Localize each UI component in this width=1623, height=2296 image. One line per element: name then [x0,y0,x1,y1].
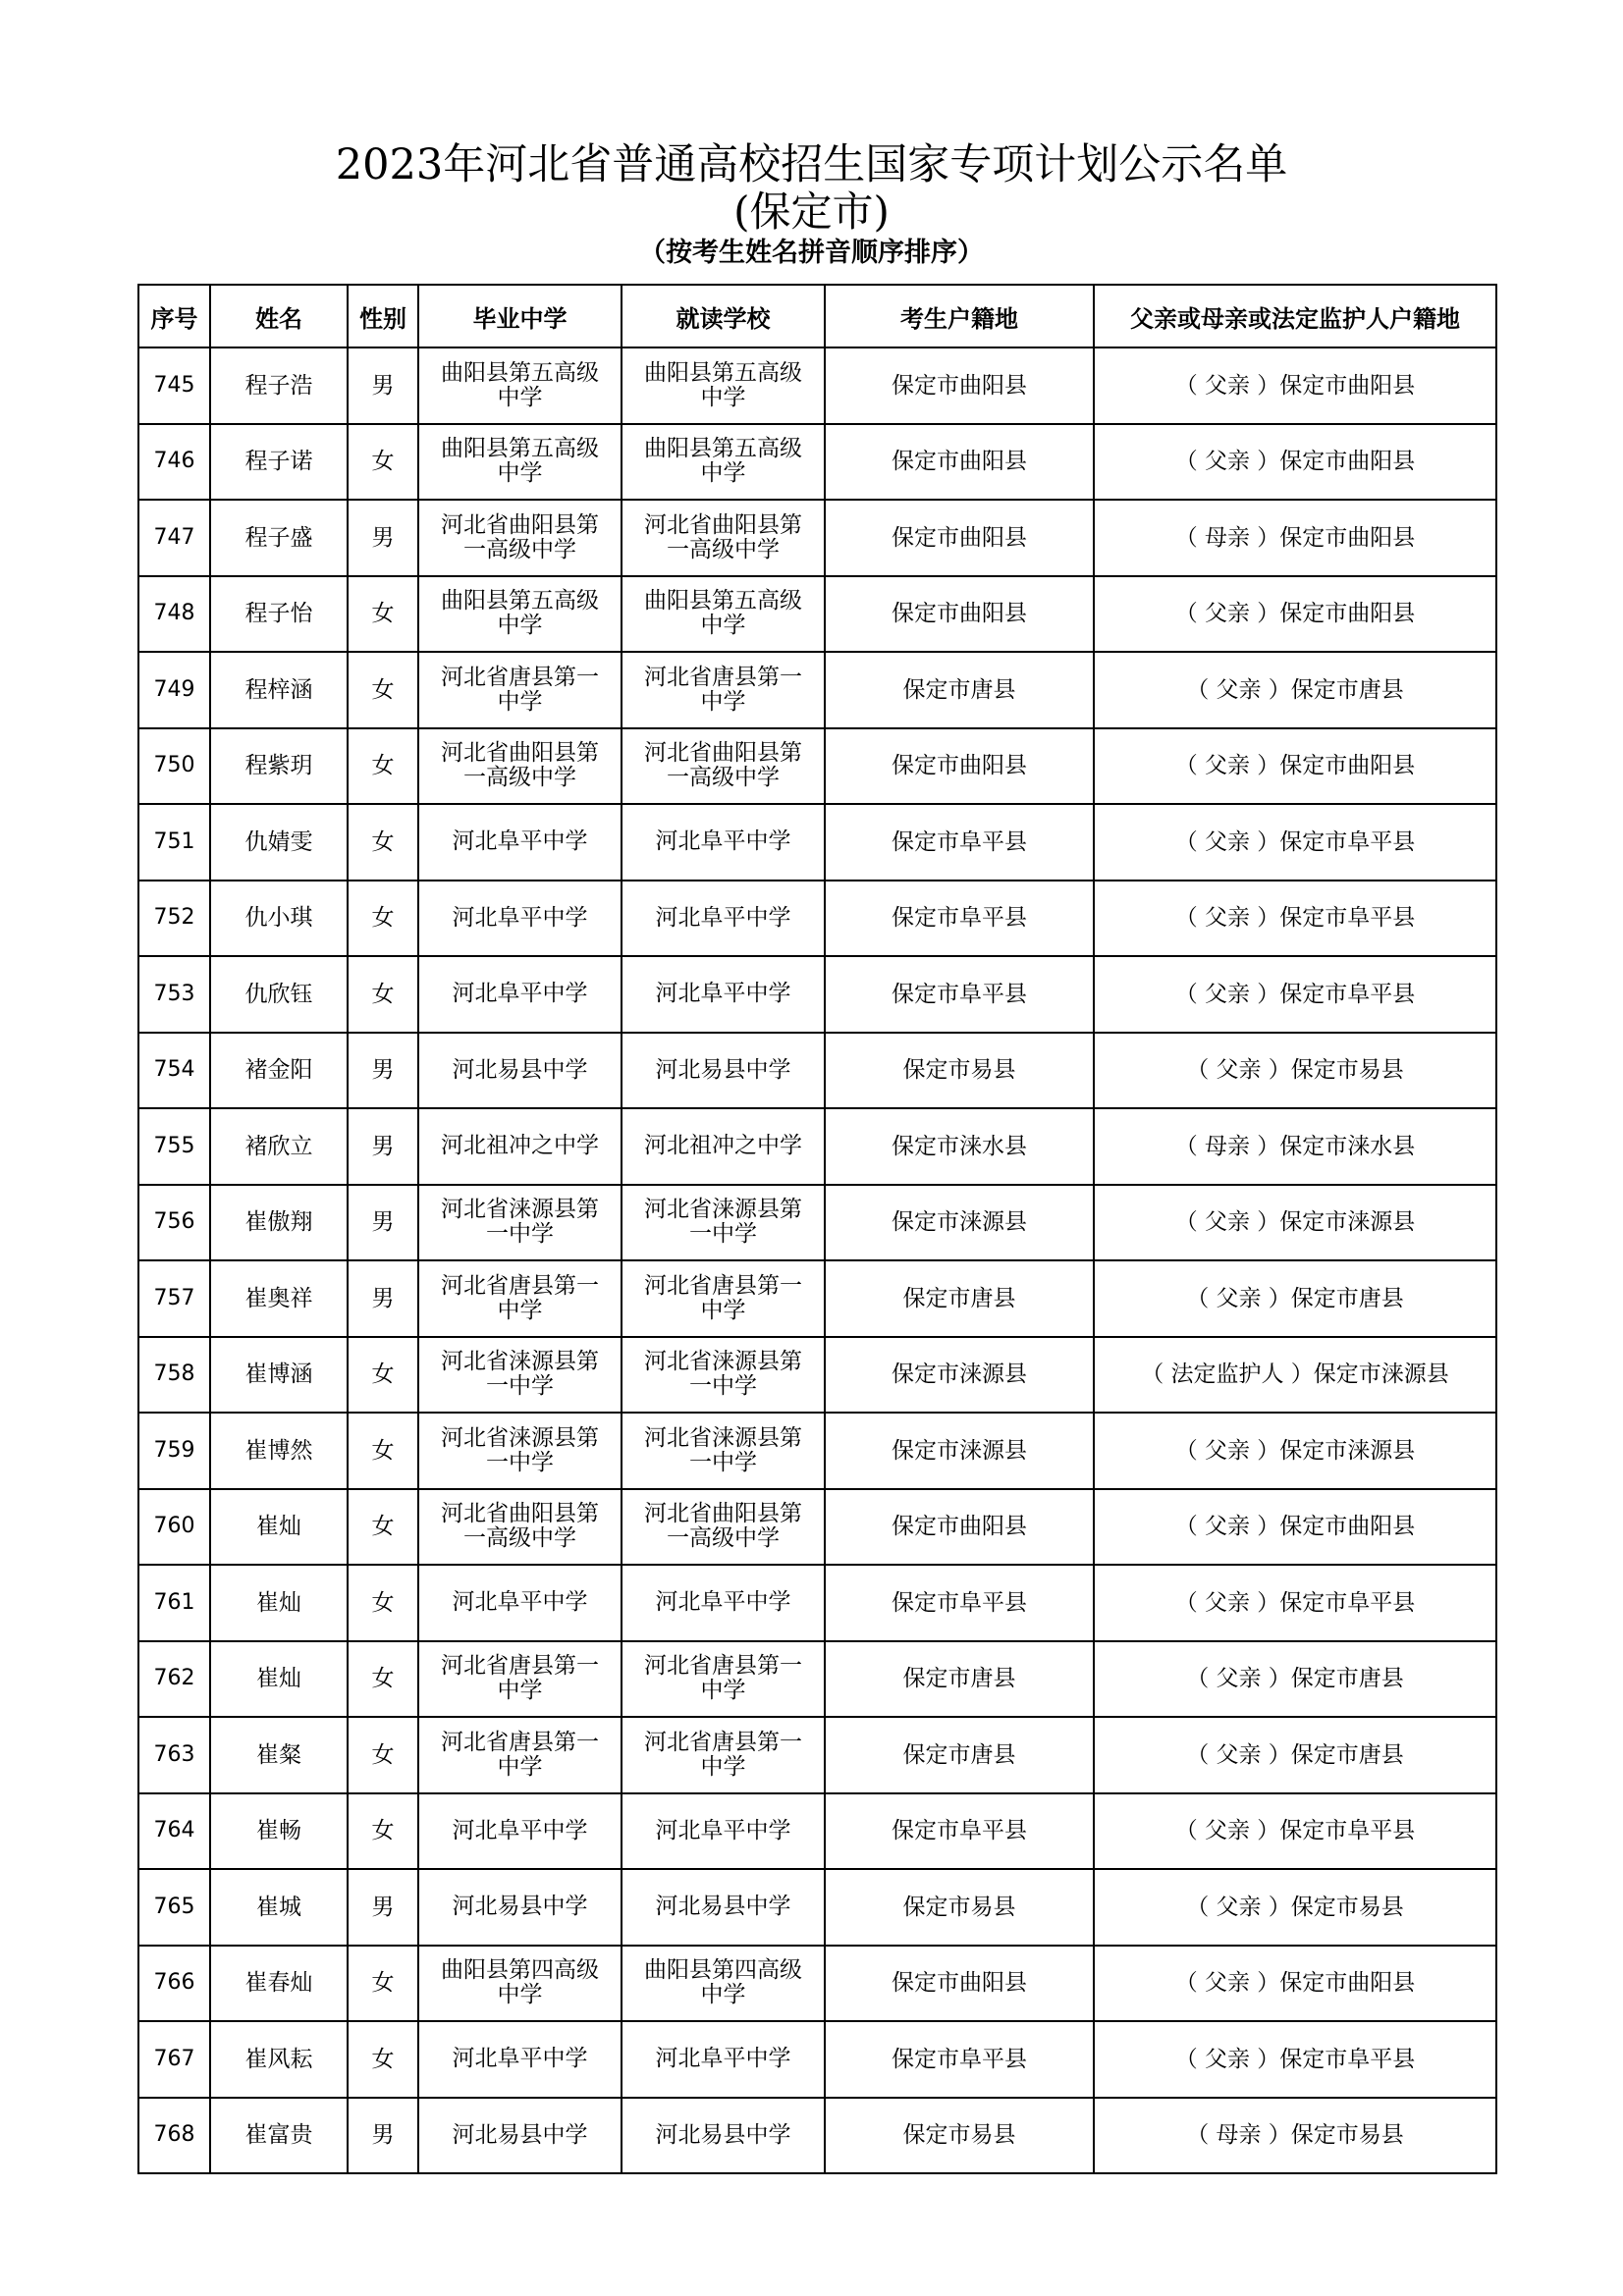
row-current-school: 河北阜平中学 [622,2021,825,2098]
row-graduated-school: 河北省涞源县第一中学 [418,1413,622,1489]
row-seq: 761 [138,1565,210,1641]
row-graduated-school: 曲阳县第五高级中学 [418,347,622,424]
row-sex: 男 [348,500,418,576]
row-household: 保定市曲阳县 [825,1946,1094,2022]
row-seq: 753 [138,956,210,1033]
row-sex: 男 [348,1185,418,1261]
row-seq: 754 [138,1033,210,1109]
row-sex: 男 [348,347,418,424]
row-name: 崔博然 [210,1413,348,1489]
table-row [138,1033,1496,1109]
row-name: 崔灿 [210,1489,348,1566]
row-parent-household: （ 父亲 ）保定市曲阳县 [1094,576,1496,653]
row-sex: 女 [348,1717,418,1793]
row-parent-household: （ 父亲 ）保定市曲阳县 [1094,728,1496,805]
row-current-school: 曲阳县第四高级中学 [622,1946,825,2022]
table-row [138,1793,1496,1870]
column-header-seq: 序号 [138,285,210,347]
row-graduated-school: 河北省曲阳县第一高级中学 [418,1489,622,1566]
row-graduated-school: 河北省曲阳县第一高级中学 [418,500,622,576]
table-row [138,576,1496,653]
table-row [138,2098,1496,2174]
table-row [138,347,1496,424]
row-sex: 女 [348,1946,418,2022]
row-seq: 767 [138,2021,210,2098]
row-current-school: 河北省涞源县第一中学 [622,1337,825,1414]
row-graduated-school: 曲阳县第五高级中学 [418,424,622,501]
row-seq: 747 [138,500,210,576]
row-name: 崔富贵 [210,2098,348,2174]
row-household: 保定市阜平县 [825,1565,1094,1641]
row-graduated-school: 河北易县中学 [418,1033,622,1109]
row-current-school: 河北阜平中学 [622,1793,825,1870]
row-current-school: 曲阳县第五高级中学 [622,347,825,424]
row-household: 保定市涞源县 [825,1185,1094,1261]
row-household: 保定市易县 [825,1869,1094,1946]
row-sex: 女 [348,1489,418,1566]
row-seq: 756 [138,1185,210,1261]
row-current-school: 河北祖冲之中学 [622,1108,825,1185]
row-household: 保定市易县 [825,2098,1094,2174]
row-graduated-school: 河北阜平中学 [418,804,622,881]
row-current-school: 河北阜平中学 [622,804,825,881]
row-parent-household: （ 母亲 ）保定市易县 [1094,2098,1496,2174]
row-parent-household: （ 父亲 ）保定市涞源县 [1094,1185,1496,1261]
row-parent-household: （ 父亲 ）保定市涞源县 [1094,1413,1496,1489]
row-sex: 男 [348,1260,418,1337]
row-graduated-school: 河北阜平中学 [418,1793,622,1870]
table-row [138,424,1496,501]
row-graduated-school: 河北省唐县第一中学 [418,1641,622,1718]
table-row [138,956,1496,1033]
header-row [138,285,1496,347]
row-sex: 女 [348,2021,418,2098]
row-household: 保定市曲阳县 [825,728,1094,805]
row-graduated-school: 河北易县中学 [418,1869,622,1946]
row-household: 保定市唐县 [825,1641,1094,1718]
row-graduated-school: 河北阜平中学 [418,881,622,957]
row-name: 程子诺 [210,424,348,501]
row-name: 程子浩 [210,347,348,424]
row-household: 保定市阜平县 [825,1793,1094,1870]
row-sex: 女 [348,1565,418,1641]
row-sex: 女 [348,956,418,1033]
column-header-current-school: 就读学校 [622,285,825,347]
row-current-school: 河北省唐县第一中学 [622,652,825,728]
row-household: 保定市唐县 [825,1717,1094,1793]
row-sex: 女 [348,424,418,501]
row-current-school: 河北省曲阳县第一高级中学 [622,728,825,805]
row-current-school: 曲阳县第五高级中学 [622,576,825,653]
row-name: 程梓涵 [210,652,348,728]
row-sex: 女 [348,1641,418,1718]
table-row [138,1108,1496,1185]
row-current-school: 河北省曲阳县第一高级中学 [622,500,825,576]
row-seq: 748 [138,576,210,653]
row-seq: 762 [138,1641,210,1718]
row-parent-household: （ 父亲 ）保定市唐县 [1094,652,1496,728]
table-row [138,881,1496,957]
row-name: 崔灿 [210,1641,348,1718]
row-name: 崔傲翔 [210,1185,348,1261]
table-row [138,652,1496,728]
row-parent-household: （ 父亲 ）保定市阜平县 [1094,1565,1496,1641]
row-seq: 745 [138,347,210,424]
row-parent-household: （ 父亲 ）保定市曲阳县 [1094,1946,1496,2022]
table-row [138,1185,1496,1261]
row-household: 保定市阜平县 [825,956,1094,1033]
row-parent-household: （ 父亲 ）保定市阜平县 [1094,804,1496,881]
row-seq: 757 [138,1260,210,1337]
row-name: 仇婧雯 [210,804,348,881]
row-sex: 女 [348,1337,418,1414]
row-household: 保定市唐县 [825,652,1094,728]
row-sex: 男 [348,1033,418,1109]
table-row [138,1489,1496,1566]
row-seq: 746 [138,424,210,501]
table-row [138,1869,1496,1946]
row-current-school: 河北阜平中学 [622,956,825,1033]
row-parent-household: （ 父亲 ）保定市唐县 [1094,1717,1496,1793]
row-household: 保定市阜平县 [825,804,1094,881]
row-household: 保定市涞源县 [825,1337,1094,1414]
row-parent-household: （ 母亲 ）保定市涞水县 [1094,1108,1496,1185]
row-household: 保定市曲阳县 [825,500,1094,576]
row-household: 保定市易县 [825,1033,1094,1109]
row-household: 保定市阜平县 [825,2021,1094,2098]
table-row [138,1413,1496,1489]
row-name: 崔灿 [210,1565,348,1641]
row-household: 保定市曲阳县 [825,347,1094,424]
row-household: 保定市涞水县 [825,1108,1094,1185]
table-row [138,1717,1496,1793]
row-sex: 女 [348,728,418,805]
row-current-school: 河北阜平中学 [622,881,825,957]
row-sex: 男 [348,1869,418,1946]
row-graduated-school: 河北阜平中学 [418,956,622,1033]
row-name: 崔春灿 [210,1946,348,2022]
table-row [138,804,1496,881]
row-seq: 765 [138,1869,210,1946]
row-current-school: 河北省涞源县第一中学 [622,1413,825,1489]
roster-table [137,284,1497,2174]
row-seq: 758 [138,1337,210,1414]
row-name: 仇欣钰 [210,956,348,1033]
table-row [138,1946,1496,2022]
row-current-school: 河北省涞源县第一中学 [622,1185,825,1261]
row-name: 程紫玥 [210,728,348,805]
row-seq: 749 [138,652,210,728]
row-household: 保定市唐县 [825,1260,1094,1337]
row-graduated-school: 河北省唐县第一中学 [418,1260,622,1337]
row-current-school: 曲阳县第五高级中学 [622,424,825,501]
row-seq: 751 [138,804,210,881]
row-seq: 766 [138,1946,210,2022]
row-seq: 752 [138,881,210,957]
row-household: 保定市涞源县 [825,1413,1094,1489]
page-title: 2023年河北省普通高校招生国家专项计划公示名单 [335,140,1288,189]
row-current-school: 河北省曲阳县第一高级中学 [622,1489,825,1566]
table-row [138,1260,1496,1337]
row-sex: 女 [348,1413,418,1489]
row-graduated-school: 曲阳县第五高级中学 [418,576,622,653]
row-seq: 764 [138,1793,210,1870]
row-name: 仇小琪 [210,881,348,957]
row-sex: 女 [348,804,418,881]
row-graduated-school: 河北省涞源县第一中学 [418,1185,622,1261]
row-seq: 768 [138,2098,210,2174]
row-parent-household: （ 父亲 ）保定市曲阳县 [1094,347,1496,424]
row-parent-household: （ 父亲 ）保定市阜平县 [1094,956,1496,1033]
row-graduated-school: 河北省涞源县第一中学 [418,1337,622,1414]
row-graduated-school: 河北省唐县第一中学 [418,652,622,728]
column-header-name: 姓名 [210,285,348,347]
row-current-school: 河北省唐县第一中学 [622,1641,825,1718]
row-name: 崔风耘 [210,2021,348,2098]
table-row [138,1337,1496,1414]
table-row [138,728,1496,805]
row-parent-household: （ 父亲 ）保定市易县 [1094,1033,1496,1109]
row-name: 崔畅 [210,1793,348,1870]
row-name: 程子怡 [210,576,348,653]
column-header-household: 考生户籍地 [825,285,1094,347]
row-parent-household: （ 父亲 ）保定市阜平县 [1094,2021,1496,2098]
row-name: 崔粲 [210,1717,348,1793]
row-seq: 763 [138,1717,210,1793]
page-subtitle: (保定市) [733,187,890,236]
row-seq: 760 [138,1489,210,1566]
row-seq: 759 [138,1413,210,1489]
row-seq: 750 [138,728,210,805]
row-graduated-school: 河北阜平中学 [418,2021,622,2098]
row-household: 保定市曲阳县 [825,576,1094,653]
row-parent-household: （ 母亲 ）保定市曲阳县 [1094,500,1496,576]
table-row [138,1565,1496,1641]
row-parent-household: （ 父亲 ）保定市易县 [1094,1869,1496,1946]
row-sex: 女 [348,652,418,728]
row-current-school: 河北易县中学 [622,1033,825,1109]
row-household: 保定市曲阳县 [825,1489,1094,1566]
row-household: 保定市曲阳县 [825,424,1094,501]
row-sex: 女 [348,1793,418,1870]
row-name: 程子盛 [210,500,348,576]
row-name: 崔奥祥 [210,1260,348,1337]
row-sex: 女 [348,576,418,653]
sort-note: （按考生姓名拼音顺序排序） [639,238,984,268]
row-parent-household: （ 父亲 ）保定市阜平县 [1094,1793,1496,1870]
row-name: 崔城 [210,1869,348,1946]
row-graduated-school: 曲阳县第四高级中学 [418,1946,622,2022]
row-name: 褚欣立 [210,1108,348,1185]
row-current-school: 河北易县中学 [622,2098,825,2174]
row-current-school: 河北阜平中学 [622,1565,825,1641]
row-current-school: 河北易县中学 [622,1869,825,1946]
row-parent-household: （ 父亲 ）保定市阜平县 [1094,881,1496,957]
row-name: 崔博涵 [210,1337,348,1414]
table-row [138,2021,1496,2098]
row-parent-household: （ 法定监护人 ）保定市涞源县 [1094,1337,1496,1414]
row-graduated-school: 河北省唐县第一中学 [418,1717,622,1793]
row-sex: 女 [348,881,418,957]
row-graduated-school: 河北易县中学 [418,2098,622,2174]
row-seq: 755 [138,1108,210,1185]
row-current-school: 河北省唐县第一中学 [622,1717,825,1793]
row-current-school: 河北省唐县第一中学 [622,1260,825,1337]
row-name: 褚金阳 [210,1033,348,1109]
row-sex: 男 [348,1108,418,1185]
row-parent-household: （ 父亲 ）保定市唐县 [1094,1260,1496,1337]
table-row [138,1641,1496,1718]
row-graduated-school: 河北阜平中学 [418,1565,622,1641]
row-parent-household: （ 父亲 ）保定市唐县 [1094,1641,1496,1718]
column-header-sex: 性别 [348,285,418,347]
row-parent-household: （ 父亲 ）保定市曲阳县 [1094,424,1496,501]
table-row [138,500,1496,576]
row-parent-household: （ 父亲 ）保定市曲阳县 [1094,1489,1496,1566]
column-header-parent-household: 父亲或母亲或法定监护人户籍地 [1094,285,1496,347]
row-sex: 男 [348,2098,418,2174]
row-graduated-school: 河北祖冲之中学 [418,1108,622,1185]
column-header-graduated-school: 毕业中学 [418,285,622,347]
row-graduated-school: 河北省曲阳县第一高级中学 [418,728,622,805]
row-household: 保定市阜平县 [825,881,1094,957]
